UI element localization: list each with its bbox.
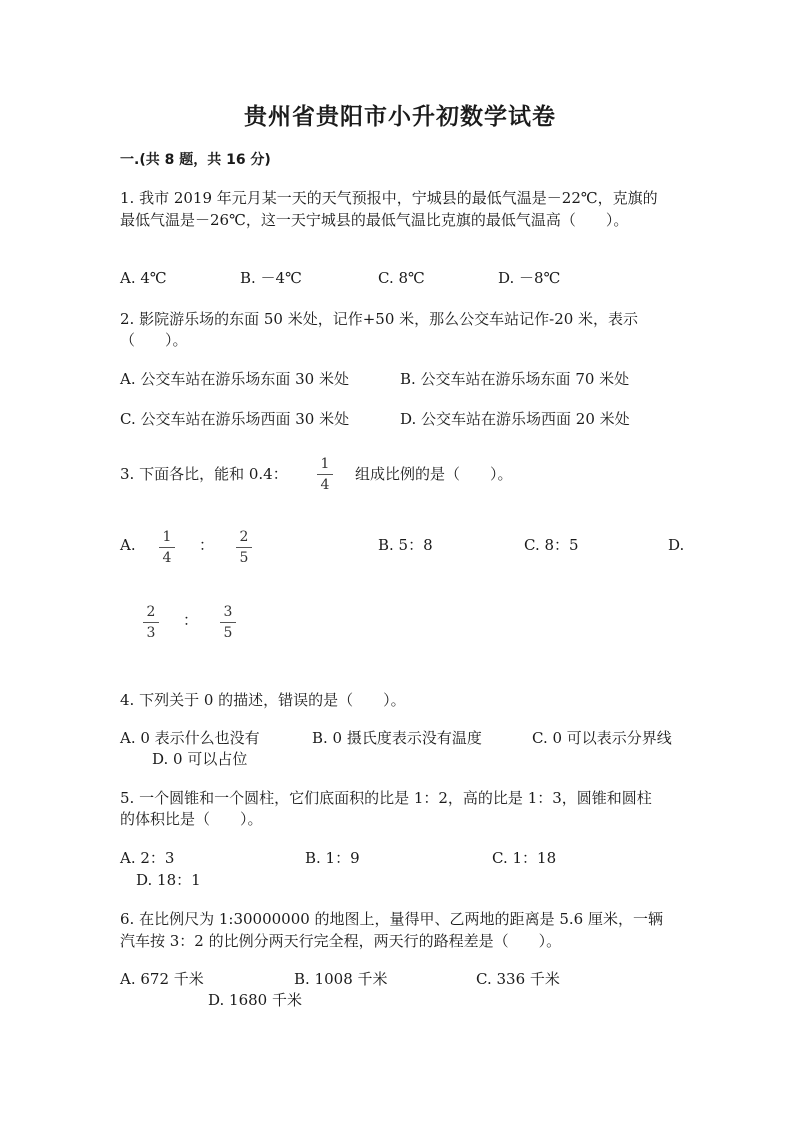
fraction-bar [317,474,333,475]
q6-option-b: B. 1008 千米 [294,970,388,988]
q1-option-a: A. 4℃ [120,269,167,287]
fraction-bar [236,547,252,548]
q6-option-a: A. 672 千米 [120,970,204,988]
q5-option-a: A. 2：3 [120,849,175,867]
q1-option-b: B. －4℃ [240,269,302,287]
question-6-line-1: 6. 在比例尺为 1:30000000 的地图上，量得甲、乙两地的距离是 5.6 厘米，一辆 [120,910,663,928]
q4-option-d: D. 0 可以占位 [152,750,248,768]
q3-a-colon: ： [199,536,215,554]
fraction-numerator: 1 [320,456,330,472]
q1-option-d: D. －8℃ [498,269,561,287]
q2-option-a: A. 公交车站在游乐场东面 30 米处 [120,370,349,388]
fraction-numerator: 3 [223,604,233,620]
fraction-numerator: 1 [162,529,172,545]
q2-option-b: B. 公交车站在游乐场东面 70 米处 [400,370,630,388]
question-3-stem-end: 组成比例的是（ ）。 [355,465,513,483]
q6-option-d: D. 1680 千米 [208,991,302,1009]
q3-option-c: C. 8：5 [524,536,579,554]
q3-d-colon: ： [183,611,199,629]
q3-stem-fraction [314,456,336,493]
q2-option-c: C. 公交车站在游乐场西面 30 米处 [120,410,350,428]
fraction-bar [143,622,159,623]
q4-option-c: C. 0 可以表示分界线 [532,729,672,747]
q1-option-c: C. 8℃ [378,269,425,287]
fraction-bar [220,622,236,623]
q6-option-c: C. 336 千米 [476,970,560,988]
q2-option-d: D. 公交车站在游乐场西面 20 米处 [400,410,630,428]
section-heading: 一.(共 8 题，共 16 分) [120,152,271,168]
q3-a-fraction-1 [156,529,178,566]
fraction-numerator: 2 [239,529,249,545]
question-1-line-2: 最低气温是－26℃，这一天宁城县的最低气温比克旗的最低气温高（ ）。 [120,211,629,229]
q3-option-b: B. 5：8 [378,536,433,554]
fraction-denominator: 5 [223,625,233,641]
q4-option-b: B. 0 摄氏度表示没有温度 [312,729,482,747]
fraction-denominator: 4 [162,550,172,566]
question-5-line-2: 的体积比是（ ）。 [120,810,263,828]
q3-a-fraction-2 [233,529,255,566]
q3-option-a-label: A. [120,536,136,554]
question-4-stem: 4. 下列关于 0 的描述，错误的是（ ）。 [120,691,406,709]
question-1-line-1: 1. 我市 2019 年元月某一天的天气预报中，宁城县的最低气温是－22℃，克旗的 [120,189,658,207]
q5-option-d: D. 18：1 [136,871,201,889]
page-title: 贵州省贵阳市小升初数学试卷 [244,104,556,130]
question-2-line-2: （ ）。 [120,331,188,349]
q5-option-b: B. 1：9 [305,849,360,867]
question-2-line-1: 2. 影院游乐场的东面 50 米处，记作+50 米，那么公交车站记作-20 米，表示 [120,310,639,328]
fraction-numerator: 2 [146,604,156,620]
q4-option-a: A. 0 表示什么也没有 [120,729,260,747]
fraction-denominator: 3 [146,625,156,641]
q3-d-fraction-2 [217,604,239,641]
question-6-line-2: 汽车按 3：2 的比例分两天行完全程，两天行的路程差是（ ）。 [120,932,562,950]
q3-option-d-label: D. [668,536,685,554]
question-3-stem: 3. 下面各比，能和 0.4： [120,465,288,483]
q3-d-fraction-1 [140,604,162,641]
fraction-bar [159,547,175,548]
fraction-denominator: 4 [320,477,330,493]
question-5-line-1: 5. 一个圆锥和一个圆柱，它们底面积的比是 1：2，高的比是 1：3，圆锥和圆柱 [120,789,652,807]
fraction-denominator: 5 [239,550,249,566]
q5-option-c: C. 1：18 [492,849,557,867]
